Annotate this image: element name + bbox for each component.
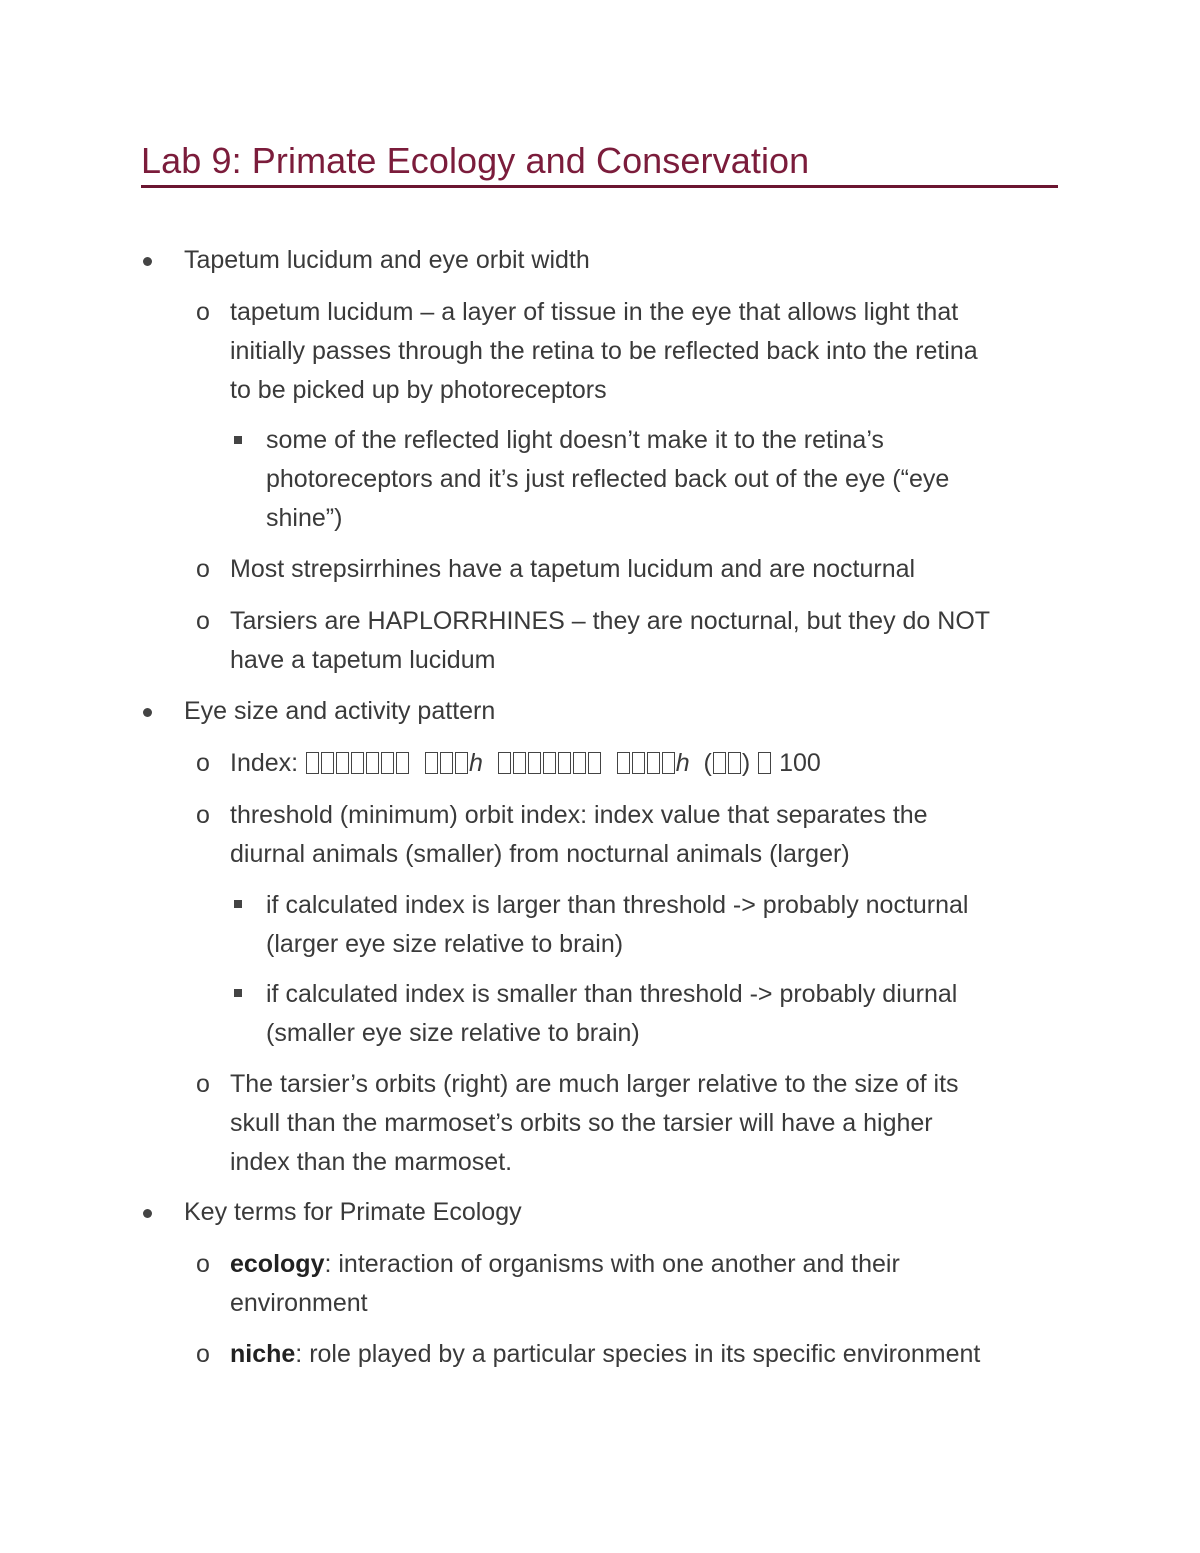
formula-variable: h bbox=[675, 749, 690, 777]
circle-bullet-icon: o bbox=[196, 1250, 210, 1278]
key-term-definition: : interaction of organisms with one another and their bbox=[324, 1250, 900, 1278]
index-label: Index: bbox=[230, 749, 299, 777]
missing-glyph-icon bbox=[728, 752, 741, 774]
formula-paren: ( bbox=[703, 749, 712, 777]
missing-glyph-icon bbox=[321, 752, 334, 774]
circle-bullet-icon: o bbox=[196, 298, 210, 326]
circle-bullet-icon: o bbox=[196, 1070, 210, 1098]
bullet-icon bbox=[143, 1209, 152, 1218]
missing-glyph-icon bbox=[617, 752, 630, 774]
circle-bullet-icon: o bbox=[196, 801, 210, 829]
list-subitem-line: (smaller eye size relative to brain) bbox=[266, 1019, 640, 1047]
missing-glyph-icon bbox=[396, 752, 409, 774]
list-item-line: The tarsier’s orbits (right) are much larger relative to the size of its bbox=[230, 1070, 959, 1098]
square-bullet-icon bbox=[234, 436, 242, 444]
list-subitem-line: if calculated index is smaller than threshold -> probably diurnal bbox=[266, 980, 958, 1008]
missing-glyph-icon bbox=[306, 752, 319, 774]
missing-glyph-icon bbox=[758, 752, 771, 774]
list-item-line: diurnal animals (smaller) from nocturnal animals (larger) bbox=[230, 840, 850, 868]
missing-glyph-icon bbox=[662, 752, 675, 774]
key-term-definition: : role played by a particular species in its specific environment bbox=[295, 1340, 981, 1368]
formula-value: 100 bbox=[779, 749, 821, 777]
formula-paren: ) bbox=[741, 749, 751, 777]
circle-bullet-icon: o bbox=[196, 1340, 210, 1368]
title-divider bbox=[141, 185, 1058, 188]
missing-glyph-icon bbox=[713, 752, 726, 774]
missing-glyph-icon bbox=[336, 752, 349, 774]
missing-glyph-icon bbox=[425, 752, 438, 774]
key-term: niche bbox=[230, 1340, 296, 1368]
key-term: ecology bbox=[230, 1250, 325, 1278]
missing-glyph-icon bbox=[498, 752, 511, 774]
list-item-line: initially passes through the retina to be reflected back into the retina bbox=[230, 337, 978, 365]
list-item-line: environment bbox=[230, 1289, 368, 1317]
list-item-line: tapetum lucidum – a layer of tissue in the eye that allows light that bbox=[230, 298, 959, 326]
section-heading: Tapetum lucidum and eye orbit width bbox=[184, 246, 590, 274]
list-item-line: Most strepsirrhines have a tapetum lucidum and are nocturnal bbox=[230, 555, 916, 583]
missing-glyph-icon bbox=[513, 752, 526, 774]
list-item-line: index than the marmoset. bbox=[230, 1148, 513, 1176]
list-subitem-line: some of the reflected light doesn’t make it to the retina’s bbox=[266, 426, 884, 454]
circle-bullet-icon: o bbox=[196, 749, 210, 777]
square-bullet-icon bbox=[234, 989, 242, 997]
missing-glyph-icon bbox=[632, 752, 645, 774]
missing-glyph-icon bbox=[455, 752, 468, 774]
index-formula bbox=[230, 744, 821, 783]
list-item-line: Tarsiers are HAPLORRHINES – they are nocturnal, but they do NOT bbox=[230, 607, 991, 635]
section-heading: Key terms for Primate Ecology bbox=[184, 1198, 522, 1226]
list-subitem-line: (larger eye size relative to brain) bbox=[266, 930, 624, 958]
missing-glyph-icon bbox=[381, 752, 394, 774]
square-bullet-icon bbox=[234, 900, 242, 908]
missing-glyph-icon bbox=[440, 752, 453, 774]
page-title: Lab 9: Primate Ecology and Conservation bbox=[141, 140, 810, 182]
bullet-icon bbox=[143, 257, 152, 266]
missing-glyph-icon bbox=[351, 752, 364, 774]
list-item-line: have a tapetum lucidum bbox=[230, 646, 496, 674]
list-item-line bbox=[230, 1245, 900, 1284]
missing-glyph-icon bbox=[647, 752, 660, 774]
list-subitem-line: shine”) bbox=[266, 504, 343, 532]
missing-glyph-icon bbox=[366, 752, 379, 774]
formula-variable: h bbox=[468, 749, 483, 777]
missing-glyph-icon bbox=[558, 752, 571, 774]
list-item-line: skull than the marmoset’s orbits so the tarsier will have a higher bbox=[230, 1109, 933, 1137]
list-item-line: threshold (minimum) orbit index: index value that separates the bbox=[230, 801, 928, 829]
circle-bullet-icon: o bbox=[196, 555, 210, 583]
list-subitem-line: if calculated index is larger than threshold -> probably nocturnal bbox=[266, 891, 969, 919]
list-item-line: to be picked up by photoreceptors bbox=[230, 376, 607, 404]
list-subitem-line: photoreceptors and it’s just reflected back out of the eye (“eye bbox=[266, 465, 950, 493]
missing-glyph-icon bbox=[528, 752, 541, 774]
list-item-line bbox=[230, 1335, 980, 1374]
missing-glyph-icon bbox=[543, 752, 556, 774]
section-heading: Eye size and activity pattern bbox=[184, 697, 496, 725]
circle-bullet-icon: o bbox=[196, 607, 210, 635]
missing-glyph-icon bbox=[573, 752, 586, 774]
missing-glyph-icon bbox=[588, 752, 601, 774]
bullet-icon bbox=[143, 708, 152, 717]
